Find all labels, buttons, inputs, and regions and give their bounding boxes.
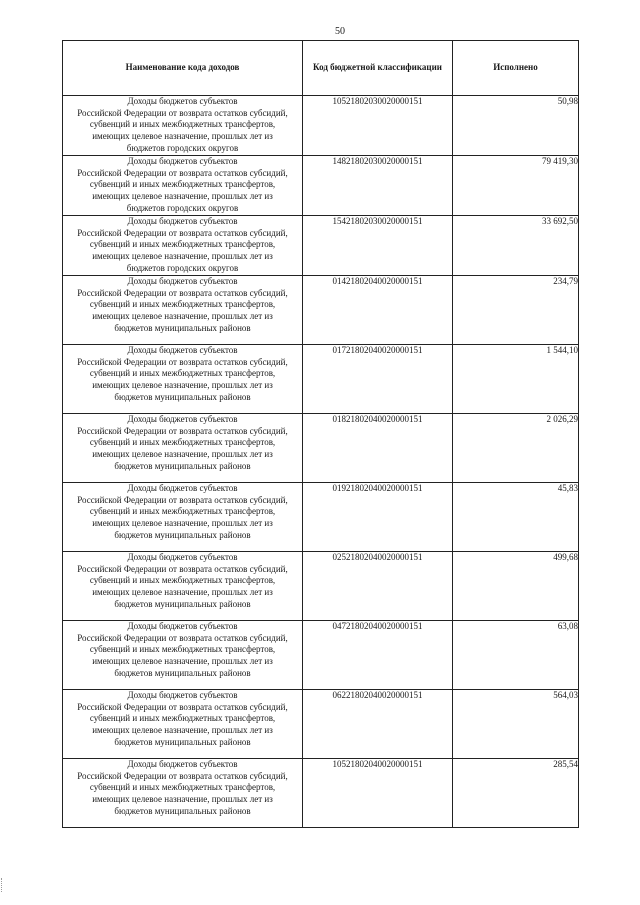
budget-code-cell: 01921802040020000151 [303, 483, 453, 552]
table-row [63, 552, 579, 621]
revenue-name-line: бюджетов муниципальных районов [114, 391, 251, 402]
revenue-name-line: субвенций и иных межбюджетных трансфертов, [89, 713, 276, 724]
revenue-name-line: бюджетов муниципальных районов [114, 805, 251, 816]
executed-amount-cell: 2 026,29 [453, 414, 579, 483]
revenue-name-line: бюджетов городских округов [126, 262, 239, 273]
revenue-name-line: бюджетов муниципальных районов [114, 529, 251, 540]
revenue-name-line: Российской Федерации от возврата остатков субсидий, [77, 494, 288, 505]
revenue-name-line: Российской Федерации от возврата остатков субсидий, [77, 287, 288, 298]
revenue-name-line: Доходы бюджетов субъектов [127, 552, 238, 562]
revenue-table [62, 40, 579, 828]
revenue-name-line: Российской Федерации от возврата остатков субсидий, [77, 701, 288, 712]
revenue-name-line: имеющих целевое назначение, прошлых лет из [92, 725, 273, 736]
revenue-name-line: Доходы бюджетов субъектов [127, 345, 238, 355]
revenue-name-line: субвенций и иных межбюджетных трансфертов, [89, 506, 276, 517]
revenue-name-line: бюджетов муниципальных районов [114, 598, 251, 609]
revenue-name-line: Доходы бюджетов субъектов [127, 759, 238, 769]
revenue-name-line: Российской Федерации от возврата остатков субсидий, [77, 632, 288, 643]
revenue-name-line: имеющих целевое назначение, прошлых лет из [92, 794, 273, 805]
revenue-name-cell [63, 216, 303, 276]
table-row [63, 96, 579, 156]
revenue-name-line: Доходы бюджетов субъектов [127, 483, 238, 493]
table-row [63, 414, 579, 483]
revenue-name-line: субвенций и иных межбюджетных трансфертов, [89, 179, 276, 190]
revenue-name-line: Доходы бюджетов субъектов [127, 156, 238, 166]
executed-amount-cell: 63,08 [453, 621, 579, 690]
table-row [63, 276, 579, 345]
revenue-name-cell [63, 690, 303, 759]
table-row [63, 216, 579, 276]
revenue-name-line: субвенций и иных межбюджетных трансфертов, [89, 782, 276, 793]
budget-code-cell: 02521802040020000151 [303, 552, 453, 621]
scan-artifact [1, 878, 4, 892]
revenue-name-line: Российской Федерации от возврата остатков субсидий, [77, 770, 288, 781]
table-row [63, 345, 579, 414]
revenue-name-line: Российской Федерации от возврата остатков субсидий, [77, 563, 288, 574]
budget-code-cell: 14821802030020000151 [303, 156, 453, 216]
revenue-name-cell [63, 276, 303, 345]
revenue-name-line: бюджетов городских округов [126, 202, 239, 213]
table-row [63, 156, 579, 216]
revenue-name-line: имеющих целевое назначение, прошлых лет из [92, 518, 273, 529]
executed-amount-cell: 564,03 [453, 690, 579, 759]
executed-amount-cell: 33 692,50 [453, 216, 579, 276]
header-revenue-name: Наименование кода доходов [63, 41, 303, 96]
budget-code-cell: 04721802040020000151 [303, 621, 453, 690]
revenue-name-line: субвенций и иных межбюджетных трансфертов, [89, 575, 276, 586]
revenue-name-line: имеющих целевое назначение, прошлых лет из [92, 251, 273, 262]
revenue-name-line: имеющих целевое назначение, прошлых лет из [92, 131, 273, 142]
revenue-name-line: Российской Федерации от возврата остатков субсидий, [77, 425, 288, 436]
budget-code-cell: 06221802040020000151 [303, 690, 453, 759]
revenue-name-line: имеющих целевое назначение, прошлых лет из [92, 191, 273, 202]
revenue-name-line: субвенций и иных межбюджетных трансфертов, [89, 119, 276, 130]
executed-amount-cell: 79 419,30 [453, 156, 579, 216]
revenue-name-cell [63, 96, 303, 156]
header-budget-code: Код бюджетной классификации [303, 41, 453, 96]
revenue-name-line: бюджетов муниципальных районов [114, 667, 251, 678]
revenue-name-cell [63, 759, 303, 828]
revenue-name-line: Доходы бюджетов субъектов [127, 96, 238, 106]
table-row [63, 759, 579, 828]
revenue-name-line: Российской Федерации от возврата остатков субсидий, [77, 227, 288, 238]
revenue-name-line: бюджетов муниципальных районов [114, 460, 251, 471]
executed-amount-cell: 499,68 [453, 552, 579, 621]
budget-code-cell: 10521802030020000151 [303, 96, 453, 156]
budget-code-cell: 01721802040020000151 [303, 345, 453, 414]
revenue-name-cell [63, 552, 303, 621]
revenue-name-line: Доходы бюджетов субъектов [127, 414, 238, 424]
table-header-row [63, 41, 579, 96]
executed-amount-cell: 285,54 [453, 759, 579, 828]
table-row [63, 690, 579, 759]
page-number: 50 [335, 26, 345, 37]
revenue-name-cell [63, 621, 303, 690]
executed-amount-cell: 1 544,10 [453, 345, 579, 414]
budget-code-cell: 10521802040020000151 [303, 759, 453, 828]
revenue-name-line: бюджетов городских округов [126, 142, 239, 153]
revenue-name-line: имеющих целевое назначение, прошлых лет из [92, 587, 273, 598]
revenue-name-line: субвенций и иных межбюджетных трансфертов, [89, 299, 276, 310]
revenue-name-line: субвенций и иных межбюджетных трансфертов, [89, 239, 276, 250]
revenue-name-line: субвенций и иных межбюджетных трансфертов, [89, 644, 276, 655]
revenue-name-line: бюджетов муниципальных районов [114, 736, 251, 747]
revenue-name-line: бюджетов муниципальных районов [114, 322, 251, 333]
budget-code-cell: 01821802040020000151 [303, 414, 453, 483]
revenue-name-cell [63, 345, 303, 414]
executed-amount-cell: 234,79 [453, 276, 579, 345]
revenue-name-line: имеющих целевое назначение, прошлых лет из [92, 380, 273, 391]
header-executed: Исполнено [453, 41, 579, 96]
revenue-name-line: имеющих целевое назначение, прошлых лет из [92, 311, 273, 322]
revenue-name-line: имеющих целевое назначение, прошлых лет из [92, 449, 273, 460]
revenue-name-line: Доходы бюджетов субъектов [127, 621, 238, 631]
revenue-name-cell [63, 156, 303, 216]
executed-amount-cell: 50,98 [453, 96, 579, 156]
table-row [63, 483, 579, 552]
budget-code-cell: 15421802030020000151 [303, 216, 453, 276]
table-body [63, 96, 579, 828]
revenue-name-line: Доходы бюджетов субъектов [127, 690, 238, 700]
revenue-name-line: Российской Федерации от возврата остатков субсидий, [77, 356, 288, 367]
revenue-name-line: субвенций и иных межбюджетных трансфертов, [89, 437, 276, 448]
revenue-name-line: имеющих целевое назначение, прошлых лет из [92, 656, 273, 667]
revenue-name-cell [63, 414, 303, 483]
revenue-name-line: Российской Федерации от возврата остатков субсидий, [77, 167, 288, 178]
table-row [63, 621, 579, 690]
revenue-name-line: субвенций и иных межбюджетных трансфертов, [89, 368, 276, 379]
revenue-name-cell [63, 483, 303, 552]
revenue-name-line: Доходы бюджетов субъектов [127, 216, 238, 226]
revenue-name-line: Российской Федерации от возврата остатков субсидий, [77, 107, 288, 118]
revenue-name-line: Доходы бюджетов субъектов [127, 276, 238, 286]
executed-amount-cell: 45,83 [453, 483, 579, 552]
budget-code-cell: 01421802040020000151 [303, 276, 453, 345]
